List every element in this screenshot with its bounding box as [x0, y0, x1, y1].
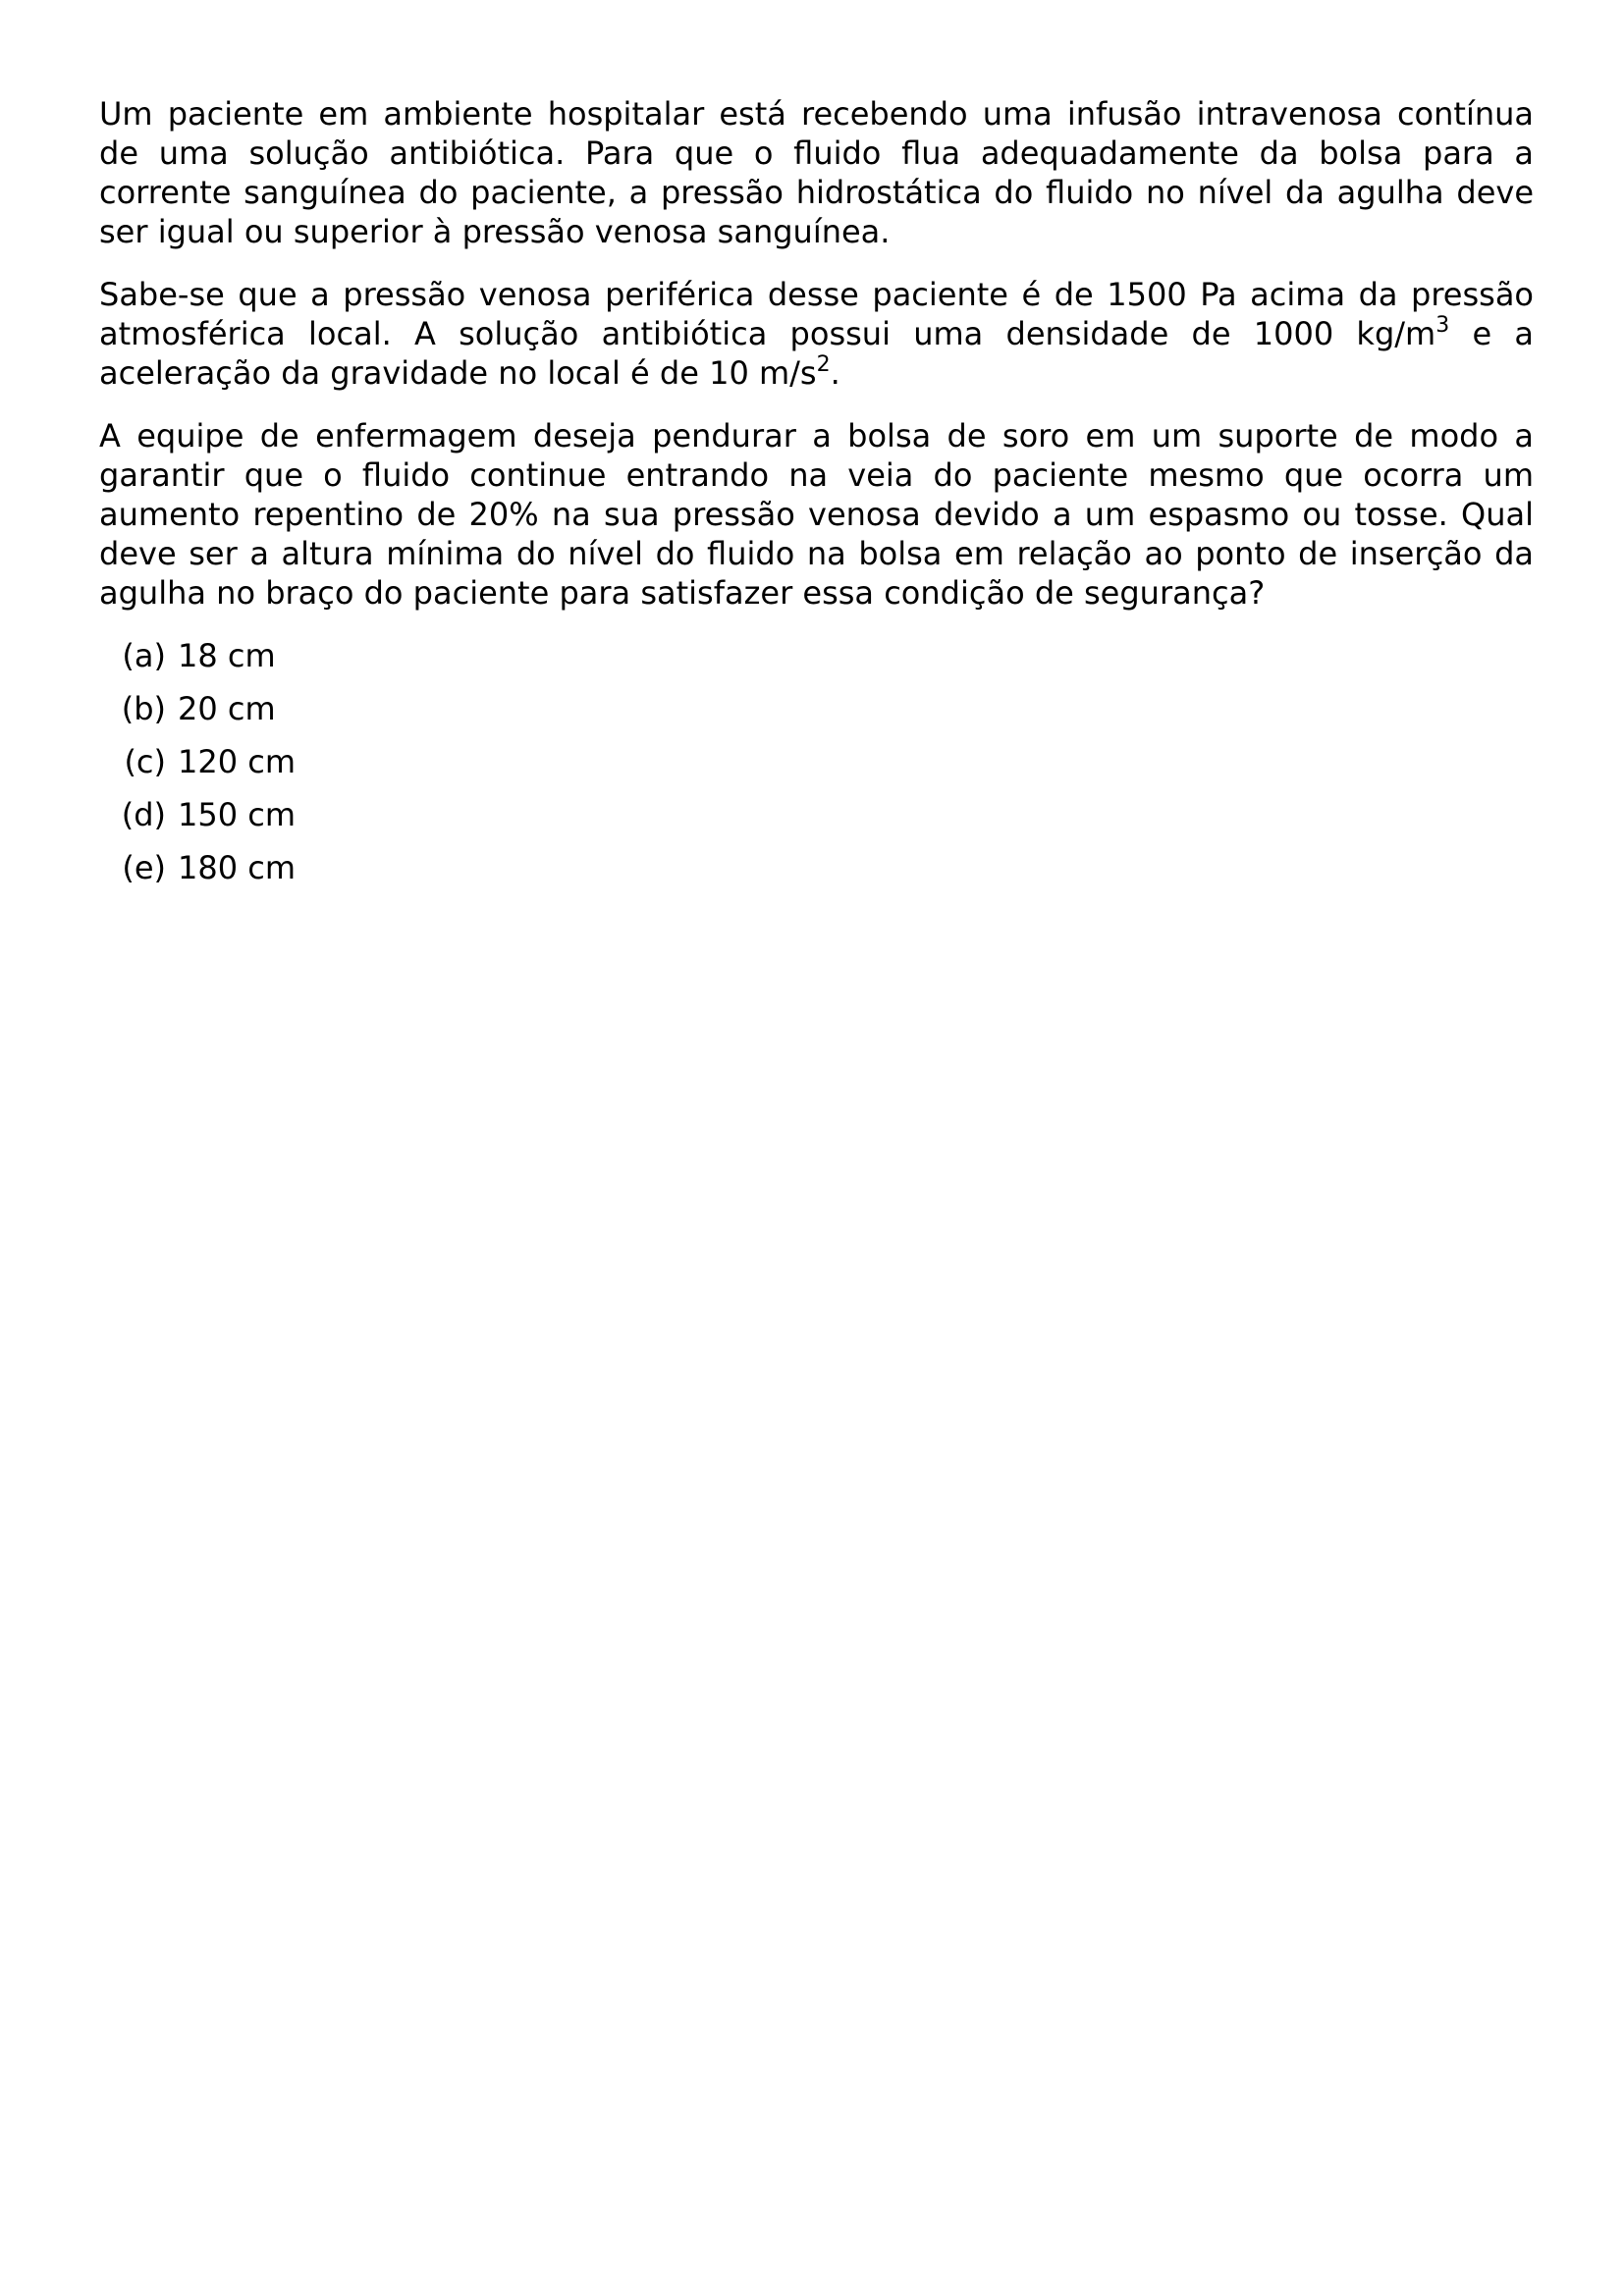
answer-options	[99, 636, 1534, 901]
option-text: 120 cm	[178, 743, 297, 780]
density-exponent: 3	[1435, 313, 1450, 338]
option-letter: (e)	[122, 849, 166, 886]
option-letter: (a)	[122, 637, 166, 674]
answer-option-a	[99, 636, 1534, 689]
question-paragraph-3: A equipe de enfermagem deseja pendurar a bolsa de soro em um suporte de modo a garantir que o fluido continue entrando na veia do paciente mesmo que ocorra um aumento repentino de 20% na sua pressão venosa devido a um espasmo ou tosse. Qual deve ser a altura mínima do nível do fluido na bolsa em relação ao ponto de inserção da agulha no braço do paciente para satisfazer essa condição de segurança?	[99, 417, 1534, 612]
answer-option-d	[99, 795, 1534, 848]
option-letter: (c)	[124, 743, 166, 780]
question-document	[99, 94, 1534, 901]
question-paragraph-2	[99, 275, 1534, 393]
paragraph-2-part-1: Sabe-se que a pressão venosa periférica desse paciente é de 1500 Pa acima da pressão atmosférica local. A solução antibiótica possui uma densidade de 1000 kg/m	[99, 276, 1534, 352]
paragraph-2-part-2: e a aceleração da gravidade no local é de 10 m/s	[99, 315, 1535, 392]
option-text: 150 cm	[178, 796, 297, 833]
option-text: 20 cm	[178, 690, 276, 727]
gravity-exponent: 2	[816, 352, 831, 377]
answer-option-e	[99, 848, 1534, 901]
option-text: 180 cm	[178, 849, 297, 886]
question-paragraph-1: Um paciente em ambiente hospitalar está recebendo uma infusão intravenosa contínua de uma solução antibiótica. Para que o fluido flua adequadamente da bolsa para a corrente sanguínea do paciente, a pressão hidrostática do fluido no nível da agulha deve ser igual ou superior à pressão venosa sanguínea.	[99, 95, 1534, 250]
paragraph-2-part-3: .	[830, 354, 840, 392]
answer-option-c	[99, 742, 1534, 795]
option-text: 18 cm	[178, 637, 276, 674]
answer-option-b	[99, 689, 1534, 742]
option-letter: (d)	[121, 796, 166, 833]
option-letter: (b)	[121, 690, 166, 727]
